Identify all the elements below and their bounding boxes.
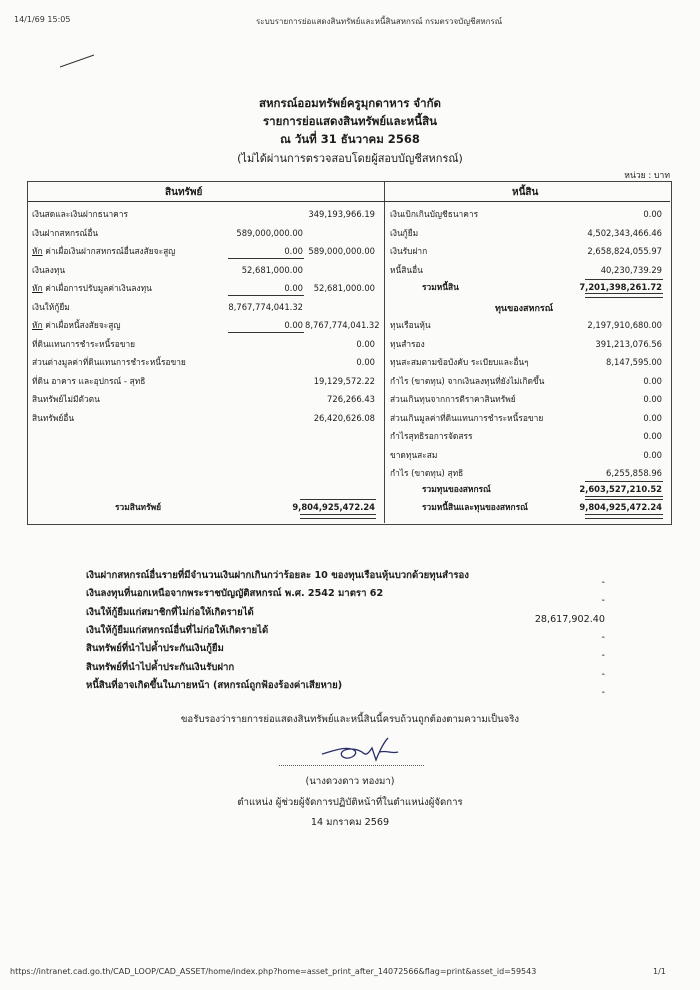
asset-row-label xyxy=(32,374,237,388)
asset-row-amount: 19,129,572.22 xyxy=(313,375,375,386)
equity-row-amount: 391,213,076.56 xyxy=(595,338,662,349)
note-value: - xyxy=(601,631,605,643)
equity-total-label: รวมทุนของสหกรณ์ xyxy=(422,484,491,494)
note-label: เงินฝากสหกรณ์อื่นรายที่มีจำนวนเงินฝากเกินกว่าร้อยละ 10 ของทุนเรือนหุ้นบวกด้วยทุนสำรอง xyxy=(86,570,469,581)
equity-total-underline xyxy=(585,496,663,497)
liab-total-double-rule xyxy=(585,293,663,298)
asset-row-amount: 0.00 xyxy=(356,357,375,367)
asset-row-amount xyxy=(305,300,375,314)
as-of-date: ณ วันที่ 31 ธันวาคม 2568 xyxy=(280,132,420,146)
liability-row-amount: 40,230,739.29 xyxy=(600,264,662,275)
asset-row-label xyxy=(32,281,237,295)
equity-row-amount: 2,197,910,680.00 xyxy=(587,320,662,330)
signature xyxy=(318,732,408,768)
equity-row-label: กำไรสุทธิรอการจัดสรร xyxy=(390,431,473,441)
note-value: - xyxy=(601,668,605,680)
equity-row-amount: 0.00 xyxy=(643,449,662,460)
print-datetime: 14/1/69 15:05 xyxy=(14,15,71,24)
asset-row-amount: 26,420,626.08 xyxy=(313,412,375,423)
audit-note: (ไม่ได้ผ่านการตรวจสอบโดยผู้สอบบัญชีสหกรณ์) xyxy=(237,152,463,165)
asset-row-amount xyxy=(305,226,375,240)
asset-sub-rule xyxy=(228,258,304,259)
note-label: เงินให้กู้ยืมแก่สหกรณ์อื่นที่ไม่ก่อให้เกิดรายได้ xyxy=(86,624,269,636)
liabilities-total-label: รวมหนี้สิน xyxy=(422,282,459,292)
note-label: สินทรัพย์ที่นำไปค้ำประกันเงินกู้ยืม xyxy=(86,643,224,655)
signer-position: ตำแหน่ง ผู้ช่วยผู้จัดการปฏิบัติหน้าที่ในตำแหน่งผู้จัดการ xyxy=(237,797,463,808)
grand-total-double-rule xyxy=(585,514,663,519)
signature-line xyxy=(279,765,424,767)
asset-row-text: ที่ดินแทนการชำระหนี้รอขาย xyxy=(32,338,136,349)
asset-row-amount: 0.00 xyxy=(356,338,375,349)
asset-row-text: สินทรัพย์อื่น xyxy=(32,412,75,423)
asset-row-sub-amount: 0.00 xyxy=(284,283,303,293)
assets-heading: สินทรัพย์ xyxy=(165,187,203,198)
certification-date: 14 มกราคม 2569 xyxy=(310,817,390,828)
equity-total-rule xyxy=(585,481,663,482)
asset-row-text: เงินให้กู้ยืม xyxy=(32,301,70,312)
equity-row-amount: 0.00 xyxy=(643,375,662,386)
page-url: https://intranet.cad.go.th/CAD_LOOP/CAD_ASSET/home/index.php?home=asset_print_after_14072566&flag=print&asset_id=59543 xyxy=(10,967,537,976)
pen-mark xyxy=(58,52,98,70)
liability-row-label: หนี้สินอื่น xyxy=(390,264,423,275)
note-label: หนี้สินที่อาจเกิดขึ้นในภายหน้า (สหกรณ์ถูกฟ้องร้องค่าเสียหาย) xyxy=(86,679,343,691)
asset-row-amount: 8,767,774,041.32 xyxy=(305,320,380,330)
asset-row-text: เงินลงทุน xyxy=(32,264,66,275)
asset-row-amount: 589,000,000.00 xyxy=(308,246,375,256)
assets-total-label: รวมสินทรัพย์ xyxy=(115,502,162,512)
grand-total: 9,804,925,472.24 xyxy=(579,502,662,512)
system-title: ระบบรายการย่อแสดงสินทรัพย์และหนี้สินสหกรณ์ กรมตรวจบัญชีสหกรณ์ xyxy=(256,17,503,26)
equity-row-amount: 0.00 xyxy=(643,431,662,441)
liability-row-label: เงินกู้ยืม xyxy=(390,227,419,238)
equity-row-amount: 0.00 xyxy=(643,394,662,404)
unit-label: หน่วย : บาท xyxy=(624,171,670,181)
note-label: เงินให้กู้ยืมแก่สมาชิกที่ไม่ก่อให้เกิดรายได้ xyxy=(86,606,254,618)
asset-row-text: ส่วนต่างมูลค่าที่ดินแทนการชำระหนี้รอขาย xyxy=(32,357,186,367)
equity-row-label: ส่วนเกินทุนจากการตีราคาสินทรัพย์ xyxy=(390,394,516,404)
certification-statement: ขอรับรองว่ารายการย่อแสดงสินทรัพย์และหนี้สินนี้ครบถ้วนถูกต้องตามความเป็นจริง xyxy=(180,714,520,725)
page-number: 1/1 xyxy=(653,967,666,976)
liability-row-amount: 0.00 xyxy=(643,209,662,219)
equity-heading: ทุนของสหกรณ์ xyxy=(495,304,554,314)
asset-row-text: เงินฝากสหกรณ์อื่น xyxy=(32,227,99,238)
asset-row-text: ที่ดิน อาคาร และอุปกรณ์ - สุทธิ xyxy=(32,375,146,386)
asset-row-sub-amount: 0.00 xyxy=(284,246,303,256)
equity-row-label: ขาดทุนสะสม xyxy=(390,449,438,460)
heading-rule xyxy=(28,201,670,202)
note-value: - xyxy=(601,650,605,662)
assets-total-double-rule xyxy=(300,514,376,519)
assets-total-rule xyxy=(300,499,376,500)
asset-row-label xyxy=(32,244,237,258)
grand-total-rule xyxy=(585,499,663,500)
asset-row-sub-amount: 0.00 xyxy=(284,320,303,330)
liability-row-label: เงินเบิกเกินบัญชีธนาคาร xyxy=(390,209,479,219)
asset-row-text: ค่าเผื่อหนี้สงสัยจะสูญ xyxy=(42,320,121,330)
liability-row-amount: 2,658,824,055.97 xyxy=(587,246,662,256)
liability-row-amount: 4,502,343,466.46 xyxy=(587,227,662,238)
asset-row-label xyxy=(32,411,237,425)
note-value: - xyxy=(601,577,605,588)
asset-row-amount: 52,681,000.00 xyxy=(313,283,375,293)
asset-row-sub-amount: 8,767,774,041.32 xyxy=(228,301,303,312)
asset-row-prefix: หัก xyxy=(32,320,43,330)
liability-row-label: เงินรับฝาก xyxy=(390,246,428,256)
asset-row-prefix: หัก xyxy=(32,246,43,256)
asset-row-sub-amount xyxy=(215,355,303,369)
asset-row-text: สินทรัพย์ไม่มีตัวตน xyxy=(32,394,100,404)
asset-row-label xyxy=(32,300,237,314)
report-title: รายการย่อแสดงสินทรัพย์และหนี้สิน xyxy=(262,114,438,128)
asset-row-sub-amount xyxy=(215,207,303,221)
liabilities-total: 7,201,398,261.72 xyxy=(579,282,662,292)
asset-row-label xyxy=(32,226,237,240)
equity-row-label: ทุนเรือนหุ้น xyxy=(390,320,431,330)
column-divider xyxy=(384,181,385,523)
equity-row-label: ทุนสะสมตามข้อบังคับ ระเบียบและอื่นๆ xyxy=(390,357,529,367)
org-name: สหกรณ์ออมทรัพย์ครูมุกดาหาร จำกัด xyxy=(258,96,442,110)
signer-name: (นางดวงดาว ทองมา) xyxy=(305,776,395,787)
asset-row-label xyxy=(32,337,237,351)
asset-row-amount: 726,266.43 xyxy=(327,394,375,404)
asset-row-amount xyxy=(305,263,375,277)
asset-row-text: ค่าเผื่อเงินฝากสหกรณ์อื่นสงสัยจะสูญ xyxy=(42,246,176,256)
equity-row-amount: 0.00 xyxy=(643,412,662,423)
liabilities-heading: หนี้สิน xyxy=(512,187,539,198)
note-value: 28,617,902.40 xyxy=(534,613,605,625)
asset-row-prefix: หัก xyxy=(32,283,43,293)
assets-total: 9,804,925,472.24 xyxy=(292,502,375,512)
note-label: เงินลงทุนที่นอกเหนือจากพระราชบัญญัติสหกรณ์ พ.ศ. 2542 มาตรา 62 xyxy=(86,588,384,600)
asset-row-sub-amount: 589,000,000.00 xyxy=(236,227,303,238)
equity-row-amount: 8,147,595.00 xyxy=(606,357,662,367)
liab-total-rule xyxy=(585,279,663,280)
note-value: - xyxy=(601,595,605,607)
asset-row-text: ค่าเผื่อการปรับมูลค่าเงินลงทุน xyxy=(42,283,152,293)
equity-row-label: ส่วนเกินมูลค่าที่ดินแทนการชำระหนี้รอขาย xyxy=(390,412,544,423)
equity-row-label: กำไร (ขาดทุน) สุทธิ xyxy=(390,468,464,478)
asset-sub-rule xyxy=(228,332,304,333)
note-value: - xyxy=(601,686,605,698)
asset-row-sub-amount xyxy=(215,337,303,351)
asset-row-label xyxy=(32,392,237,406)
asset-row-label xyxy=(32,318,237,332)
asset-row-amount: 349,193,966.19 xyxy=(308,209,375,219)
asset-row-sub-amount xyxy=(215,411,303,425)
asset-row-text: เงินสดและเงินฝากธนาคาร xyxy=(32,209,128,219)
asset-row-sub-amount: 52,681,000.00 xyxy=(241,264,303,275)
equity-total: 2,603,527,210.52 xyxy=(579,484,662,494)
note-label: สินทรัพย์ที่นำไปค้ำประกันเงินรับฝาก xyxy=(86,661,235,673)
asset-row-sub-amount xyxy=(215,392,303,406)
equity-row-label: กำไร (ขาดทุน) จากเงินลงทุนที่ยังไม่เกิดขึ้น xyxy=(390,375,545,386)
asset-sub-rule xyxy=(228,295,304,296)
equity-row-amount: 6,255,858.96 xyxy=(606,468,662,478)
asset-row-label xyxy=(32,207,237,221)
grand-total-label: รวมหนี้สินและทุนของสหกรณ์ xyxy=(422,502,528,512)
asset-row-label xyxy=(32,355,237,369)
equity-row-label: ทุนสำรอง xyxy=(390,338,425,349)
asset-row-label xyxy=(32,263,237,277)
asset-row-sub-amount xyxy=(215,374,303,388)
